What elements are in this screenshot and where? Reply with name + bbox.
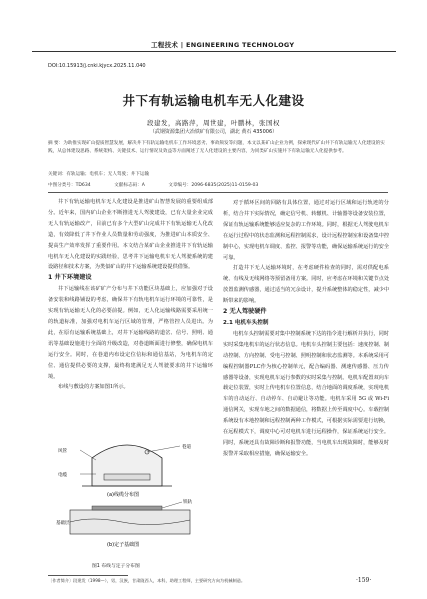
- meta-divider: [48, 192, 388, 193]
- authors: 段建发，高路萍，周世建，叶鹏林，张国权: [147, 119, 280, 127]
- leader-line: [80, 450, 96, 460]
- page-number: ·159·: [356, 577, 372, 584]
- leader-line: [147, 446, 180, 452]
- article-meta: [48, 182, 388, 188]
- clc-number: 中图分类号：TD634: [48, 183, 91, 188]
- journal-section-header: 工程技术 | ENGINEERING TECHNOLOGY: [151, 41, 295, 49]
- track-bed: [104, 474, 150, 480]
- author-footnote: 〔作者简介〕段建发（1998—），男，汉族，甘肃陇西人，本科，助理工程师，主要研究方向为机械制造。: [48, 578, 246, 583]
- leader-line: [162, 502, 182, 508]
- left-column: [48, 197, 213, 393]
- figure-1-drawing: [52, 430, 202, 560]
- page-title: 井下有轨运输电机车无人化建设: [122, 93, 305, 108]
- section-heading-1: 1 井下环境建设: [48, 274, 92, 282]
- figure-1: [52, 430, 202, 570]
- footnote-divider: [48, 575, 128, 576]
- figure-reference: 布线与敷设的方案如图1所示。: [58, 384, 129, 391]
- foundation-block: [70, 510, 190, 534]
- affiliation: （武钢资源集团大冶铁矿有限公司，湖北 黄石 435006）: [149, 129, 278, 135]
- right-paragraph-2: 打造井下无人运输环境时，在考虑硬件检查的同时，需对供配电系统、有线及无线网络等预留备用方案。同时，应考虑在环境和关键节点处放置监测传感器，通过适当的冗余设计，提升系统整体的稳定性，减少中断带来的影响。: [223, 265, 390, 305]
- figure-label: 基础层: [56, 521, 70, 526]
- abstract: 摘 要：为助推实现矿山提质智慧发展，解决井下有轨运输电机车工作环境恶劣、事故频发等问题，本文以某矿山企业为例，探索现代矿山井下有轨运输无人化建设的实践，从总体建设思路、系统架构、关键技术、运行情况及效益等方面阐述了无人化建设的主要内容，为同类矿山实施井下有轨运输无人化提供参考。: [48, 141, 385, 154]
- doi: DOI:10.15913/j.cnki.kjycx.2025.11.040: [48, 63, 146, 69]
- figure-label: 风管: [58, 449, 67, 454]
- document-code: 文献标志码：A: [114, 183, 145, 188]
- intro-paragraph: 井下有轨运输电机车无人化建设是推进矿山智慧发展的重要组成部分。近年来，国内矿山企业不断推进无人驾驶建设，已有大量企业完成无人有轨运输改产，目前已有多个大型矿山完成井下有轨运输无人化改造，有效降低了井下作业人员数量和劳动强度，为推进矿山本质安全、提高生产效率发挥了重要作用。本文结合某矿山企业推进井下有轨运输电机车无人化建设的实践经验，思考井下运输电机车无人驾驶系统的建设路径和技术方案，为类似矿山的井下运输系统建设提供借鉴。: [48, 199, 213, 271]
- figure-label: 电缆: [58, 473, 67, 478]
- figure-caption: 图1 布线与定子分布图: [92, 564, 140, 569]
- figure-label: 巷道: [182, 445, 191, 450]
- figure-label: 铁轨: [183, 500, 192, 505]
- article-number: 文章编号：2096-6835(2025)11-0159-03: [168, 183, 259, 188]
- right-paragraph-3: 电机车头控制需要对集中控制系统下达的指令进行解析并执行，同时实时采集电机车的运行状态信息。电机车头控制主要包括：速度控制、制动控制、方向控制、受电弓控制、照明控制和状态监测等。本系统采用可编程控制器PLC作为核心控制单元，配合编码器、测速传感器、压力传感器等设备，实现电机车运行参数的实时采集与控制。电机车配置双向车载定位装置，实时上传电机车位置信息，结合地面的调度系统，实现电机车的自动运行、自动停车、自动避让等功能。电机车采用 5G 或 Wi-Fi 通信网关，实现车地之间的数据通信，将数据上传至调度中心。车载控制系统设有本地控制和远程控制两种工作模式，可根据实际需要进行切换，在远程模式下，调度中心可对电机车进行远程操作，保证系统运行安全。同时，系统还具有故障诊断和报警功能，当电机车出现故障时，能够及时报警并采取相应措施，确保运输安全。: [223, 330, 390, 457]
- figure-a-label: (a)线缆分布图: [107, 492, 139, 498]
- figure-b-label: (b)定子基础图: [107, 542, 140, 548]
- header-divider: [32, 51, 396, 52]
- keywords: 关键词：有轨运输；电机车；无人驾驶；井下运输: [48, 172, 150, 177]
- section-heading-2: 2 无人驾驶硬件: [223, 308, 267, 316]
- subsection-heading-2-1: 2.1 电机车头控制: [223, 319, 269, 326]
- rail: [92, 506, 162, 510]
- right-column: [223, 198, 389, 460]
- right-paragraph-1: 对于循环区间的回路有具体位置，通过对运行区域和运行轨迹的分析，结合井下实际情况，确定信号机、转辙机、计轴器等设备安装位置，保证有轨运输系统能够适应复杂的工作环境。同时，根据无人驾驶电机车在运行过程中的状态监测和远程控制需求，设计远程控制室和设备集中控制中心，实现电机车调度、监控、报警等功能，确保运输系统运行的安全可靠。: [223, 200, 390, 261]
- section1-paragraph: 井下运输线在该矿矿产分布与井下功能区块基础上，应加强对于设备安装和线路铺设的考虑，确保井下有轨电机车运行环境的可靠性，是实现有轨运输无人化的必要前提。例如，无人化运输线路需要采用统一的轨道标准，加强对电机车运行区域的管理，严格管控人员进出。为此，在原有运输系统基础上，对井下运输线路的道岔、信号、照明、通讯等基础设施进行全面的升级改造，对巷道断面进行修整，确保电机车运行安全。同时，在巷道内布设定位信标和通信基站，为电机车的定位、通信提供必要的支撑，最终构建满足无人驾驶要求的井下运输环境。: [48, 286, 213, 380]
